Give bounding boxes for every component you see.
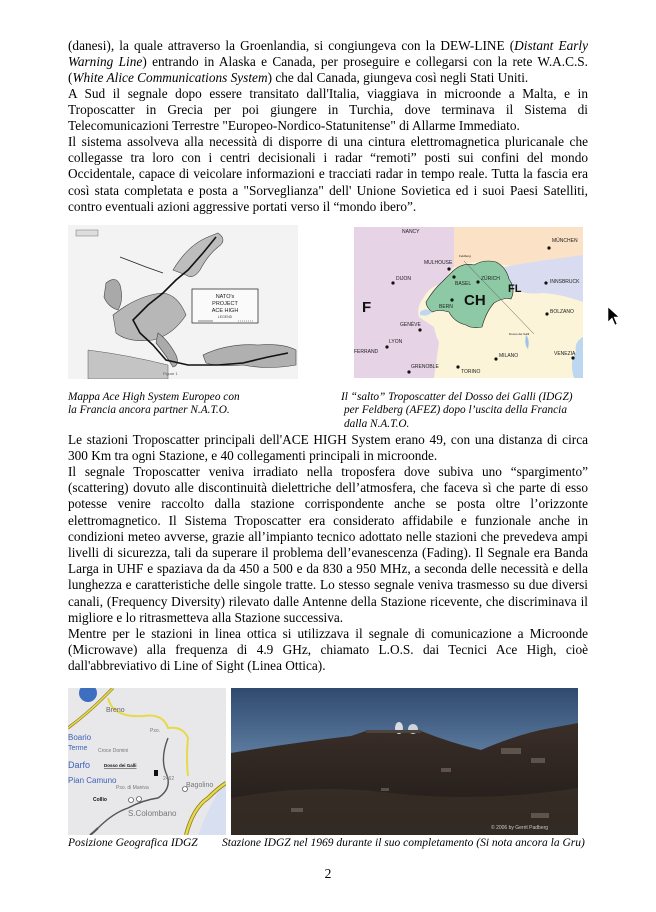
text-italic: White Alice Communications System: [72, 70, 268, 86]
caption-line: Mappa Ace High System Europeo con: [68, 391, 240, 403]
paragraph-microwave: Mentre per le stazioni in linea ottica si utilizzava il segnale di comunicazione a Microonde (Microwave) alla frequenza di 4.9 GHz, chiamato L.O.S. dai Tecnici Ace High, cioè dall'abbreviativo di Line of Sight (Linea Ottica).: [68, 626, 588, 674]
map-label: Terme: [68, 745, 88, 752]
map-label: BASEL: [455, 281, 472, 287]
legend-title: PROJECT: [212, 301, 238, 307]
paragraph-stations: Le stazioni Troposcatter principali dell'ACE HIGH System erano 49, con una distanza di circa 300 Km tra ogni Stazione, e 40 collegamenti principali in microonde.: [68, 432, 588, 464]
map-label: Pso. di Maniva: [116, 785, 149, 791]
mouse-cursor-icon: [608, 307, 620, 327]
map-label: NANCY: [402, 229, 420, 235]
map-country-label: FL: [508, 283, 522, 295]
map-label: INNSBRUCK: [550, 279, 580, 285]
map-label: ZÜRICH: [481, 276, 500, 282]
map-label: MULHOUSE: [424, 260, 453, 266]
road-map-graphic: [68, 688, 226, 835]
ace-high-map-graphic: [68, 225, 298, 379]
legend-title: ACE HIGH: [211, 308, 239, 314]
map-label: Feldberg: [459, 254, 471, 258]
figure-label: Figure 1: [163, 371, 178, 376]
map-label: Boario: [68, 733, 92, 742]
text-italic: Distant Early Warning Line: [68, 38, 588, 70]
figure-road-map: [68, 688, 226, 835]
text-segment: ) entrando in Alaska e Canada, per proseguire e collegarsi con la rete W.A.C.S. (: [68, 54, 588, 86]
map-label: FERRAND: [354, 349, 379, 355]
caption-line: la Francia ancora partner N.A.T.O.: [68, 404, 230, 417]
map-label: Croce Domini: [98, 748, 129, 754]
map-label: VENEZIA: [554, 351, 576, 357]
map-country-label: CH: [464, 292, 486, 309]
map-label: Pian Camuno: [68, 776, 117, 785]
text-segment: (danesi), la quale attraverso la Groenlandia, si congiungeva con la DEW-LINE (: [68, 38, 515, 53]
map-label: DIJON: [396, 276, 411, 282]
legend-label: LEGEND: [217, 315, 233, 319]
photo-credit: © 2006 by Gerrit Padberg: [491, 825, 549, 831]
page-number: 2: [324, 866, 332, 881]
paragraph-troposcatter-signal: Il segnale Troposcatter veniva irradiato nella troposfera dove subiva uno “spargimento” (scattering) dovuto alle discontinuità dielettriche dell’atmosfera, che faceva sì che parte di esso potesse venire raccolto dalla stazione corrispondente anche se posta oltre l’orizzonte elettromagnetico. Il Sistema Troposcatter era considerato affidabile e funzionale anche in condizioni meteo avverse, grazie all’impianto tecnico adottato nelle stazioni che prevedeva ampi livelli di sicurezza, tali da superare il problema dell’evanescenza (Fading). Il Segnale era Banda Larga in UHF e spaziava da da 450 a 500 e da 830 a 950 MHz, a seconda delle necessità e della lunghezza e caratteristiche delle singole tratte. Lo stesso segnale veniva trasmesso su due diversi canali, (Frequency Diversity) rilevato dalle Antenne della Stazione ricevente, che discriminava il migliore e lo ritrasmetteva alla Stazione successiva.: [68, 464, 588, 625]
map-label: MILANO: [499, 353, 519, 359]
switzerland-map-graphic: [354, 227, 583, 378]
caption-tropo-hop-map: [341, 391, 591, 431]
map-label: S.Colombano: [128, 809, 177, 818]
map-label: BERN: [439, 304, 453, 310]
figure-tropo-hop-map: [354, 227, 583, 378]
caption-road-map: Posizione Geografica IDGZ: [68, 837, 198, 849]
map-label: Pso.: [150, 728, 161, 734]
caption-line: dalla N.A.T.O.: [344, 417, 410, 430]
paragraph-dew-line: [68, 38, 588, 87]
map-label: Bagolino: [186, 782, 214, 789]
map-label: GRENOBLE: [411, 364, 439, 370]
map-label: LYON: [389, 339, 403, 345]
paragraph-system-purpose: Il sistema assolveva alla necessità di disporre di una cintura elettromagnetica pluricanale che collegasse tra loro con i centri decisionali i radar “remoti” posti sui confini del mondo Occidentale, capace di veicolare informazioni e tracciati radar in tempo reale. Tutta la fascia era così stata completata e posta a "Sorveglianza" dell' Unione Sovietica ed i suoi Paesi Satelliti, contro eventuali azioni aggressive portati verso il “mondo ibero”.: [68, 134, 588, 214]
map-label: Collio: [93, 797, 107, 803]
figure-station-photo: [231, 688, 578, 835]
map-label: GENÈVE: [400, 322, 421, 328]
map-label: Dosso dei Galli: [509, 332, 530, 336]
figure-ace-high-map: [68, 225, 298, 379]
paragraph-south-route: A Sud il segnale dopo essere transitato dall'Italia, viaggiava in microonde a Malta, e in Troposcatter in Grecia per poi giungere in Turchia, dove terminava il Sistema di Telecomunicazioni Terrestre "Europeo-Nordico-Statunitense" di Allarme Immediato.: [68, 86, 588, 134]
caption-line: Il “salto” Troposcatter del Dosso dei Galli (IDGZ): [341, 391, 573, 403]
map-label: 2462: [163, 776, 175, 782]
legend-title: NATO's: [215, 294, 235, 300]
map-label: BOLZANO: [550, 309, 574, 315]
map-label: Breno: [106, 707, 125, 714]
caption-line: per Feldberg (AFEZ) dopo l’uscita della Francia: [344, 404, 567, 417]
caption-station-photo: Stazione IDGZ nel 1969 durante il suo completamento (Si nota ancora la Gru): [222, 837, 585, 849]
map-label: TORINO: [461, 369, 481, 375]
map-country-label: F: [362, 299, 372, 316]
station-photo-graphic: [231, 688, 578, 835]
text-segment: ) che dal Canada, giungeva così negli Stati Uniti.: [267, 70, 529, 86]
map-label: MÜNCHEN: [552, 238, 578, 244]
caption-ace-high-map: [68, 391, 328, 418]
map-label: Dosso dei Galli: [104, 763, 137, 768]
map-label: Darfo: [68, 760, 91, 770]
